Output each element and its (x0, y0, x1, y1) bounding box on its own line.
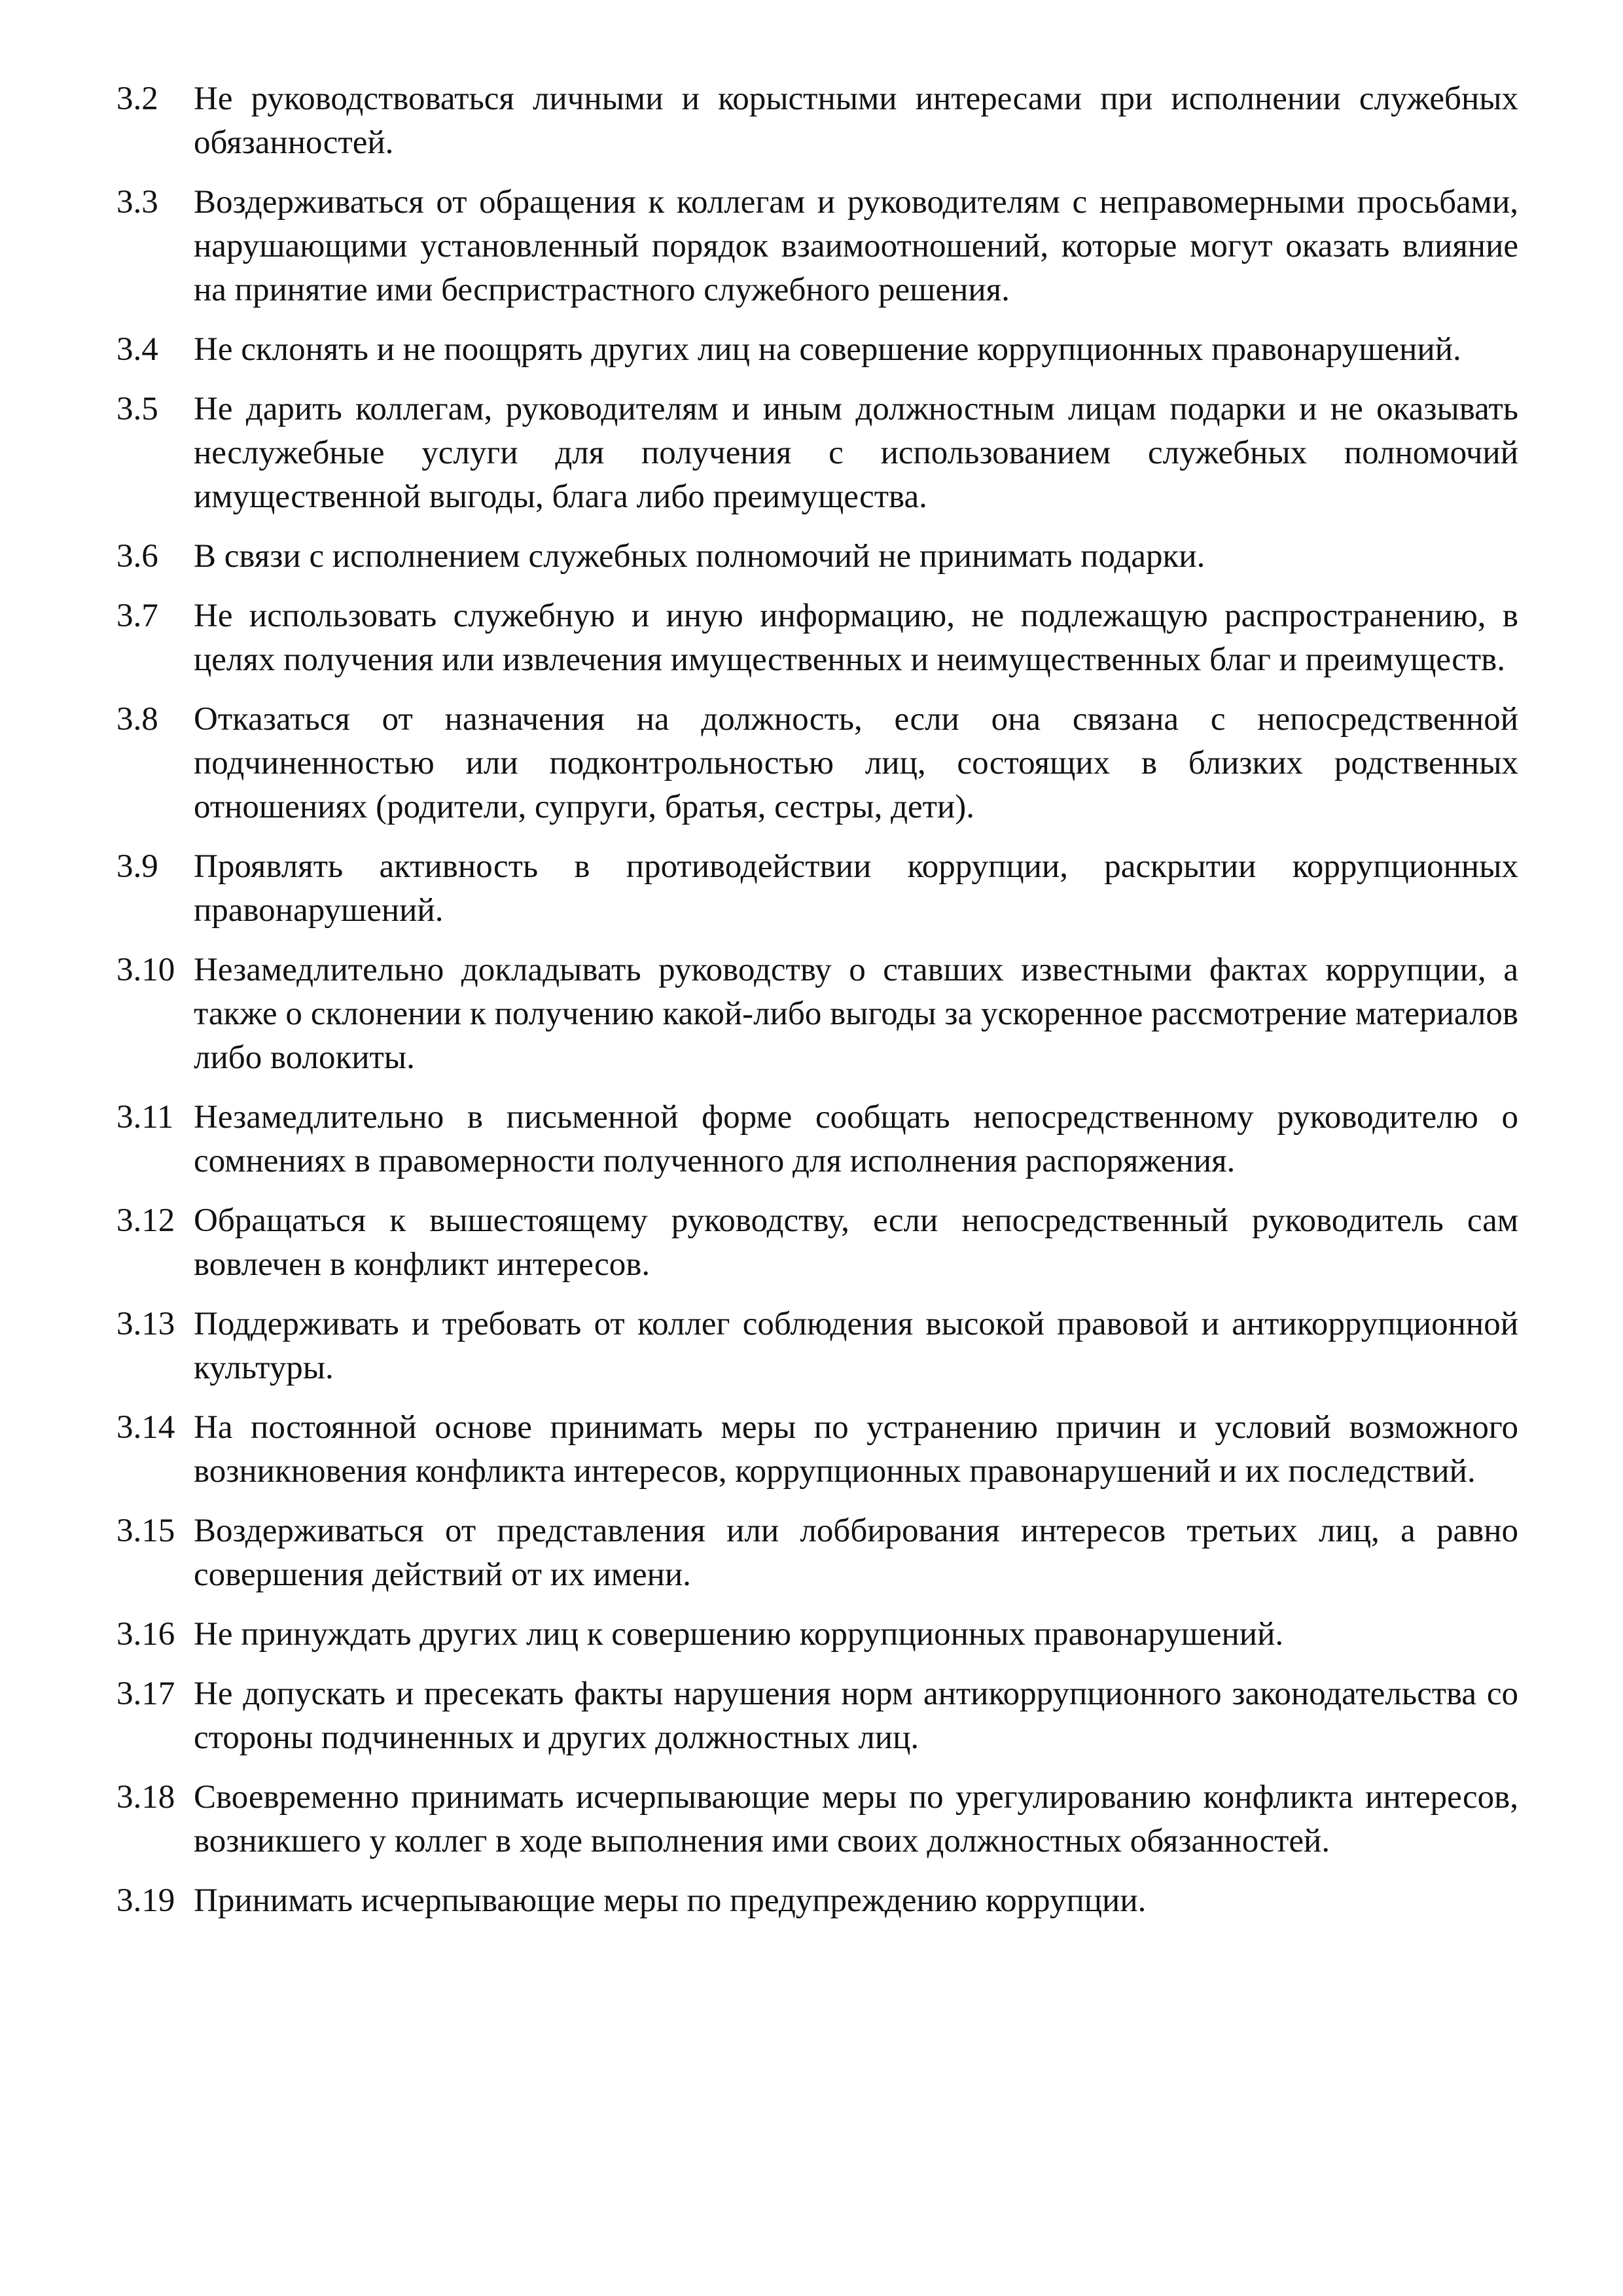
item-text: Поддерживать и требовать от коллег соблюдения высокой правовой и антикоррупционной культуры. (194, 1306, 1518, 1386)
list-item (116, 1096, 1518, 1183)
item-text: Воздерживаться от обращения к коллегам и руководителям с неправомерными просьбами, нарушающими установленный порядок взаимоотношений, которые могут оказать влияние на принятие ими беспристрастного служебного решения. (194, 184, 1518, 308)
item-number: 3.5 (116, 391, 158, 427)
list-item (116, 698, 1518, 829)
list-item (116, 1406, 1518, 1494)
item-text: Не принуждать других лиц к совершению коррупционных правонарушений. (194, 1616, 1284, 1653)
item-text: Своевременно принимать исчерпывающие меры по урегулированию конфликта интересов, возникшего у коллег в ходе выполнения ими своих должностных обязанностей. (194, 1779, 1518, 1859)
item-number: 3.13 (116, 1306, 175, 1342)
item-number: 3.17 (116, 1676, 175, 1712)
item-number: 3.6 (116, 538, 158, 575)
item-number: 3.9 (116, 848, 158, 885)
item-text: Не дарить коллегам, руководителям и иным должностным лицам подарки и не оказывать неслужебные услуги для получения с использованием служебных полномочий имущественной выгоды, блага либо преимущества. (194, 391, 1518, 515)
item-text: На постоянной основе принимать меры по устранению причин и условий возможного возникновения конфликта интересов, коррупционных правонарушений и их последствий. (194, 1409, 1518, 1490)
list-item (116, 387, 1518, 519)
item-number: 3.7 (116, 598, 158, 634)
item-number: 3.8 (116, 701, 158, 738)
list-item (116, 1613, 1518, 1657)
list-item (116, 1509, 1518, 1597)
list-item (116, 1776, 1518, 1863)
list-item (116, 1302, 1518, 1390)
item-text: Обращаться к вышестоящему руководству, если непосредственный руководитель сам вовлечен в конфликт интересов. (194, 1202, 1518, 1283)
item-text: Проявлять активность в противодействии коррупции, раскрытии коррупционных правонарушений. (194, 848, 1518, 929)
item-text: Не руководствоваться личными и корыстными интересами при исполнении служебных обязанностей. (194, 81, 1518, 161)
item-text: Отказаться от назначения на должность, если она связана с непосредственной подчиненностью или подконтрольностью лиц, состоящих в близких родственных отношениях (родители, супруги, братья, сестры, дети). (194, 701, 1518, 825)
list-item (116, 845, 1518, 933)
item-text: Незамедлительно докладывать руководству о ставших известными фактах коррупции, а также о склонении к получению какой-либо выгоды за ускоренное рассмотрение материалов либо волокиты. (194, 952, 1518, 1076)
list-item (116, 948, 1518, 1080)
item-number: 3.14 (116, 1409, 175, 1446)
item-text: Незамедлительно в письменной форме сообщать непосредственному руководителю о сомнениях в правомерности полученного для исполнения распоряжения. (194, 1099, 1518, 1179)
item-text: Не допускать и пресекать факты нарушения норм антикоррупционного законодательства со стороны подчиненных и других должностных лиц. (194, 1676, 1518, 1756)
item-number: 3.4 (116, 331, 158, 368)
list-item (116, 535, 1518, 579)
list-item (116, 1879, 1518, 1923)
list-item (116, 181, 1518, 312)
list-item (116, 1672, 1518, 1760)
item-text: Не использовать служебную и иную информацию, не подлежащую распространению, в целях получения или извлечения имущественных и неимущественных благ и преимуществ. (194, 598, 1518, 678)
item-number: 3.19 (116, 1882, 175, 1919)
list-item (116, 77, 1518, 165)
item-number: 3.15 (116, 1513, 175, 1549)
item-text: В связи с исполнением служебных полномочий не принимать подарки. (194, 538, 1205, 575)
item-number: 3.3 (116, 184, 158, 221)
list-item (116, 1199, 1518, 1287)
item-number: 3.16 (116, 1616, 175, 1653)
item-text: Принимать исчерпывающие меры по предупреждению коррупции. (194, 1882, 1147, 1919)
item-text: Воздерживаться от представления или лоббирования интересов третьих лиц, а равно совершения действий от их имени. (194, 1513, 1518, 1593)
list-item (116, 594, 1518, 682)
item-number: 3.2 (116, 81, 158, 117)
item-number: 3.12 (116, 1202, 175, 1239)
item-number: 3.10 (116, 952, 175, 988)
item-number: 3.18 (116, 1779, 175, 1816)
list-item (116, 328, 1518, 372)
item-text: Не склонять и не поощрять других лиц на совершение коррупционных правонарушений. (194, 331, 1461, 368)
document-body (116, 77, 1518, 1939)
item-number: 3.11 (116, 1099, 174, 1136)
